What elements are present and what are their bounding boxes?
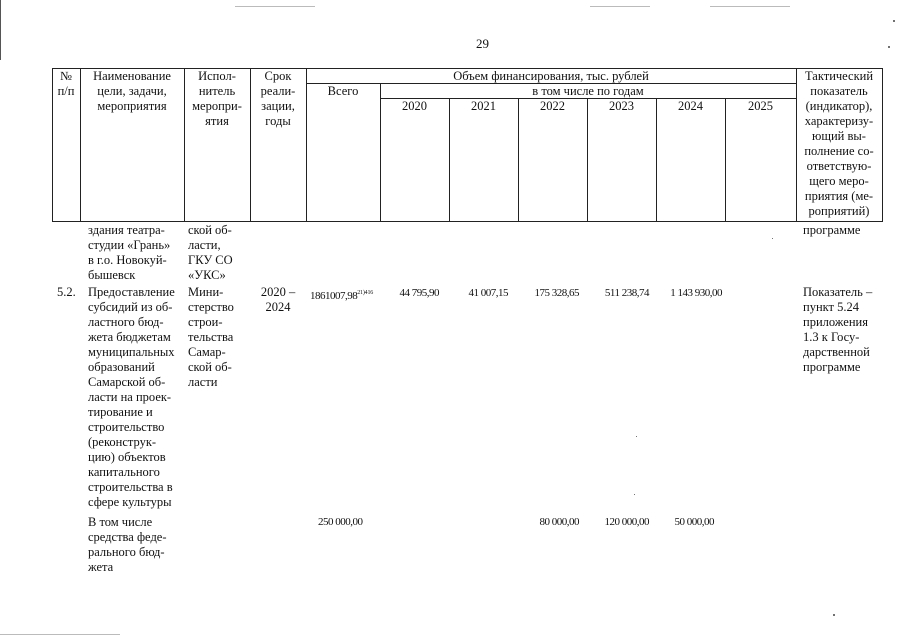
page-number: 29 — [476, 36, 489, 51]
header-volume: Объем финансирования, тыс. рублей — [453, 69, 649, 83]
header-year-2022: 2022 — [540, 99, 565, 113]
scan-artifact-line — [0, 634, 120, 635]
header-indicator: Тактический показатель (индикатор), характеризу- ющий вы- полнение со- ответствую- щего меро- приятия (ме- роприятий) — [804, 69, 874, 218]
header-year-2023: 2023 — [609, 99, 634, 113]
row-federal-2024: 50 000,00 — [674, 516, 714, 528]
row-5-2-total-footnote: 21)416 — [357, 290, 374, 296]
scan-dot — [833, 614, 835, 616]
scan-dot — [893, 20, 895, 22]
continuation-indicator: программе — [803, 223, 861, 237]
row-5-2-name: Предоставление субсидий из об- ластного бюд- жета бюджетам муниципальных образований Самарской об- ласти на проек- тирование и строительство (реконструк- цию) объектов капитального строительства в сфере культуры — [88, 285, 175, 509]
row-5-2-2020: 44 795,90 — [399, 287, 439, 299]
table-grid-line — [587, 98, 588, 222]
scan-dot — [888, 46, 890, 48]
header-term: Срок реали- зации, годы — [260, 69, 296, 128]
header-name: Наименование цели, задачи, мероприятия — [93, 69, 171, 113]
row-federal-2023: 120 000,00 — [604, 516, 649, 528]
header-by-years: в том числе по годам — [532, 84, 644, 98]
header-year-2025: 2025 — [748, 99, 773, 113]
header-year-2020: 2020 — [402, 99, 427, 113]
header-year-2021: 2021 — [471, 99, 496, 113]
row-federal-total: 250 000,00 — [318, 516, 363, 528]
scan-dot — [634, 494, 635, 495]
row-5-2-num: 5.2. — [57, 285, 76, 299]
scan-dot — [772, 238, 773, 239]
scan-dot — [636, 436, 637, 437]
table-grid-line — [518, 98, 519, 222]
continuation-name: здания театра- студии «Грань» в г.о. Новокуй- бышевск — [88, 223, 171, 282]
header-total: Всего — [327, 84, 359, 98]
table-grid-line — [449, 98, 450, 222]
row-federal-name: В том числе средства феде- рального бюд- жета — [88, 515, 167, 574]
row-5-2-2022: 175 328,65 — [534, 287, 579, 299]
continuation-executor: ской об- ласти, ГКУ СО «УКС» — [188, 223, 233, 282]
table-grid-line — [725, 98, 726, 222]
scan-artifact-line — [590, 6, 650, 7]
row-5-2-total-value: 1861007,98 — [310, 290, 358, 302]
table-header-bottom — [52, 221, 882, 222]
header-year-2024: 2024 — [678, 99, 703, 113]
scan-artifact-line — [0, 0, 1, 60]
row-5-2-2021: 41 007,15 — [468, 287, 508, 299]
header-executor: Испол- нитель меропри- ятия — [192, 69, 242, 128]
row-5-2-2024: 1 143 930,00 — [670, 287, 722, 299]
row-5-2-2023: 511 238,74 — [604, 287, 649, 299]
row-5-2-total — [310, 286, 373, 304]
row-federal-2022: 80 000,00 — [539, 516, 579, 528]
header-num: № п/п — [57, 69, 75, 98]
table-border-right — [882, 68, 883, 222]
row-5-2-term: 2020 – 2024 — [260, 285, 296, 314]
row-5-2-executor: Мини- стерство строи- тельства Самар- ской об- ласти — [188, 285, 234, 389]
scan-artifact-line — [710, 6, 790, 7]
table-grid-line — [656, 98, 657, 222]
row-5-2-indicator: Показатель – пункт 5.24 приложения 1.3 к Госу- дарственной программе — [803, 285, 873, 374]
scan-artifact-line — [235, 6, 315, 7]
